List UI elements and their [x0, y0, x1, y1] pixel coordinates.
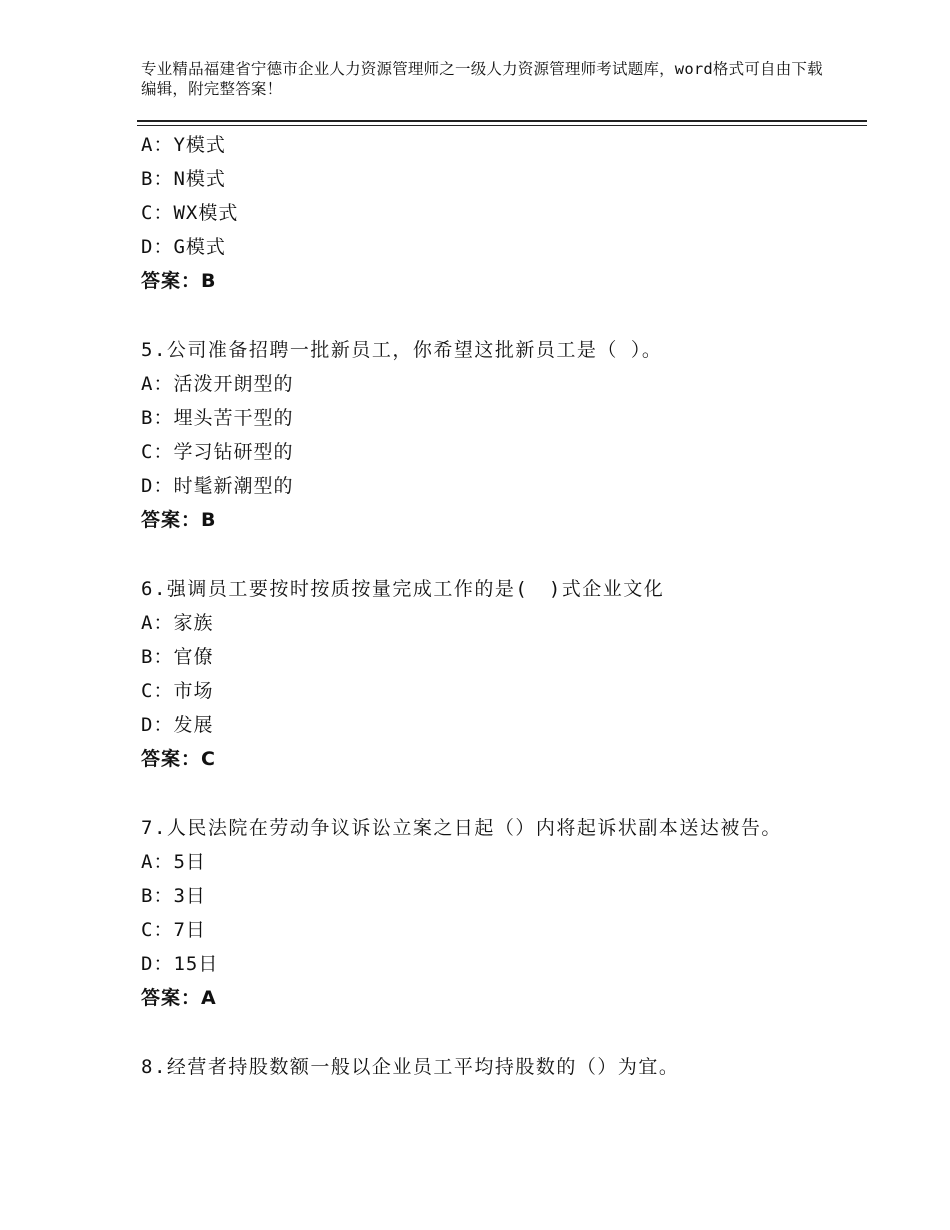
option-b: B：3日 — [141, 885, 206, 907]
answer: 答案：B — [141, 270, 217, 292]
question-text: 8.经营者持股数额一般以企业员工平均持股数的（）为宜。 — [141, 1056, 680, 1078]
question-text: 7.人民法院在劳动争议诉讼立案之日起（）内将起诉状副本送达被告。 — [141, 817, 782, 839]
option-c: C：市场 — [141, 680, 214, 702]
spacer — [141, 1015, 841, 1050]
option-b: B：官僚 — [141, 646, 214, 668]
option-d: D：时髦新潮型的 — [141, 475, 294, 497]
option-c: C：学习钻研型的 — [141, 441, 294, 463]
option-d: D：15日 — [141, 953, 219, 975]
option-b: B：N模式 — [141, 168, 226, 190]
option-a: A：5日 — [141, 851, 206, 873]
question-text: 6.强调员工要按时按质按量完成工作的是( )式企业文化 — [141, 578, 665, 600]
header-rule-thick — [137, 120, 867, 122]
question-text: 5.公司准备招聘一批新员工，你希望这批新员工是（ ）。 — [141, 339, 663, 361]
option-c: C：WX模式 — [141, 202, 239, 224]
option-a: A：Y模式 — [141, 134, 226, 156]
option-b: B：埋头苦干型的 — [141, 407, 294, 429]
header-rule-thin — [137, 125, 867, 126]
option-c: C：7日 — [141, 919, 206, 941]
answer: 答案：B — [141, 509, 217, 531]
question-list — [141, 128, 841, 1084]
option-d: D：G模式 — [141, 236, 226, 258]
option-a: A：活泼开朗型的 — [141, 373, 294, 395]
spacer — [141, 298, 841, 333]
spacer — [141, 537, 841, 572]
answer: 答案：A — [141, 987, 217, 1009]
spacer — [141, 776, 841, 811]
document-header: 专业精品福建省宁德市企业人力资源管理师之一级人力资源管理师考试题库，word格式可自由下载编辑，附完整答案！ — [141, 60, 823, 98]
option-d: D：发展 — [141, 714, 214, 736]
option-a: A：家族 — [141, 612, 214, 634]
answer: 答案：C — [141, 748, 216, 770]
